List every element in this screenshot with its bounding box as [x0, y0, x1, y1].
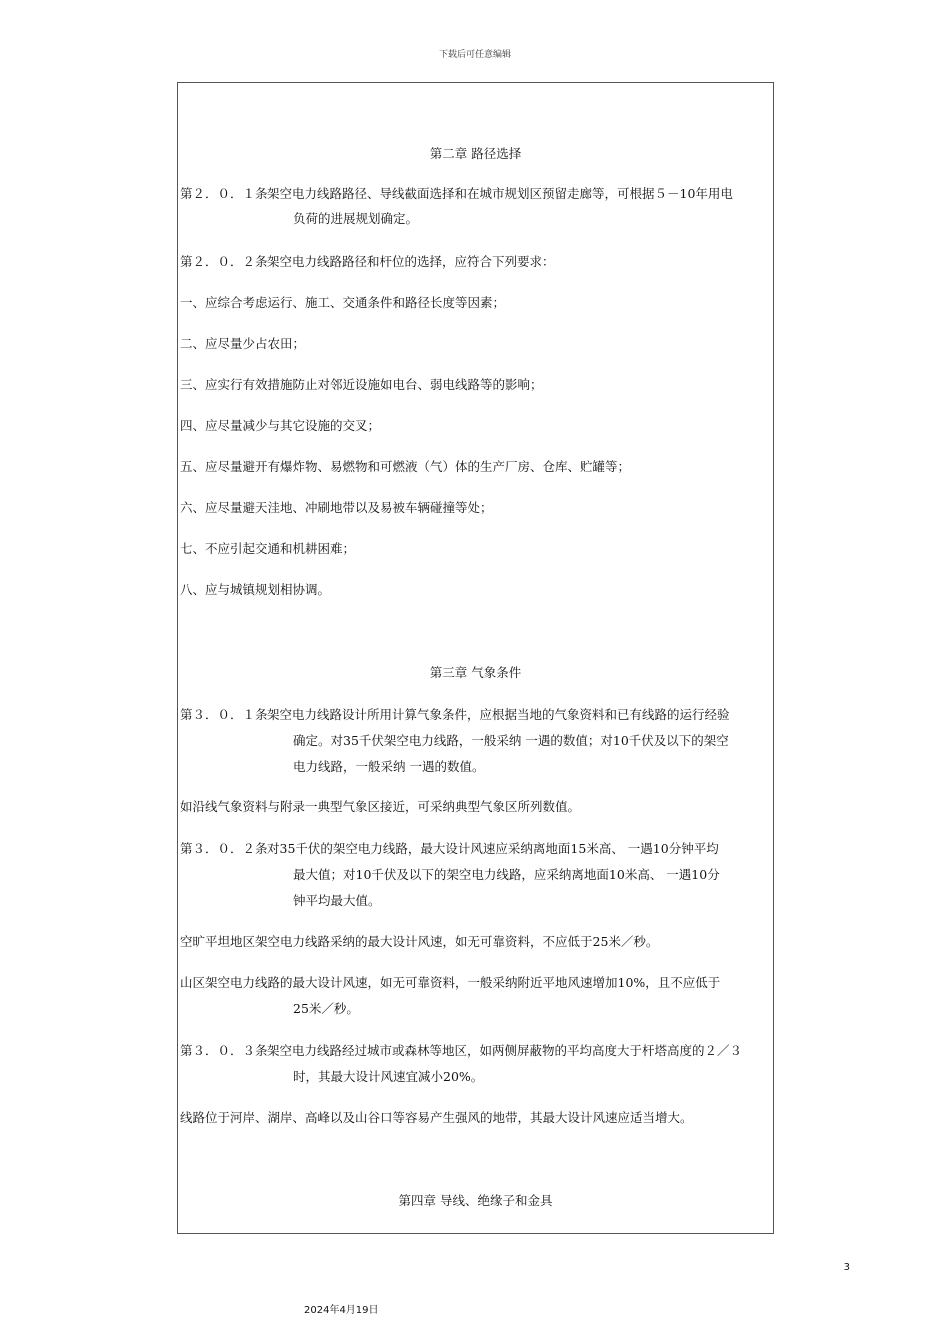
clause-2-0-1-line1: 架空电力线路路径、导线截面选择和在城市规划区预留走廊等，可根据５－10年用电: [267, 186, 733, 201]
clause-2-0-2-line1: 架空电力线路路径和杆位的选择，应符合下列要求：: [267, 254, 555, 269]
list-item: 五、应尽量避开有爆炸物、易燃物和可燃液（气）体的生产厂房、仓库、贮罐等；: [180, 459, 631, 474]
clause-3-0-1-label: 第３．０．１条: [180, 707, 268, 722]
page-number: 3: [843, 1262, 850, 1273]
chapter3-title: 第三章 气象条件: [429, 665, 522, 680]
clause-2-0-1-line2: 负荷的进展规划确定。: [293, 211, 419, 226]
header-note: 下载后可任意编辑: [438, 50, 511, 60]
paragraph-typical-zone: 如沿线气象资料与附录一典型气象区接近，可采纳典型气象区所列数值。: [180, 799, 581, 814]
list-item: 四、应尽量减少与其它设施的交叉；: [180, 418, 381, 433]
clause-3-0-3-line2: 时，其最大设计风速宜减小20%。: [293, 1069, 484, 1084]
clause-3-0-1-line1: 架空电力线路设计所用计算气象条件，应根据当地的气象资料和已有线路的运行经验: [267, 707, 730, 722]
paragraph-mountain-line2: 25米／秒。: [293, 1001, 359, 1016]
list-item: 三、应实行有效措施防止对邻近设施如电台、弱电线路等的影响；: [180, 377, 543, 392]
list-item: 一、应综合考虑运行、施工、交通条件和路径长度等因素；: [180, 295, 506, 310]
chapter4-title: 第四章 导线、绝缘子和金具: [398, 1193, 553, 1208]
footer-date: 2024年4月19日: [304, 1305, 379, 1316]
clause-3-0-1-line2: 确定。对35千伏架空电力线路，一般采纳 一遇的数值；对10千伏及以下的架空: [293, 733, 729, 748]
clause-3-0-2-line1: 对35千伏的架空电力线路，最大设计风速应采纳离地面15米高、 一遇10分钟平均: [267, 841, 719, 856]
paragraph-mountain-line1: 山区架空电力线路的最大设计风速，如无可靠资料，一般采纳附近平地风速增加10%，且不应低于: [180, 975, 721, 990]
paragraph-strong-wind: 线路位于河岸、湖岸、高峰以及山谷口等容易产生强风的地带，其最大设计风速应适当增大。: [180, 1110, 693, 1125]
clause-2-0-1-label: 第２．０．１条: [180, 186, 268, 201]
list-item: 七、不应引起交通和机耕困难；: [180, 541, 356, 556]
clause-2-0-2-label: 第２．０．２条: [180, 254, 268, 269]
clause-3-0-2-line3: 钟平均最大值。: [293, 893, 381, 908]
paragraph-open-area: 空旷平坦地区架空电力线路采纳的最大设计风速，如无可靠资料，不应低于25米／秒。: [180, 934, 659, 949]
list-item: 八、应与城镇规划相协调。: [180, 582, 331, 597]
clause-3-0-1-line3: 电力线路，一般采纳 一遇的数值。: [293, 759, 485, 774]
clause-3-0-3-label: 第３．０．３条: [180, 1043, 268, 1058]
clause-3-0-3-line1: 架空电力线路经过城市或森林等地区，如两侧屏蔽物的平均高度大于杆塔高度的２／３: [267, 1043, 743, 1058]
chapter2-title: 第二章 路径选择: [429, 146, 522, 161]
clause-3-0-2-line2: 最大值；对10千伏及以下的架空电力线路，应采纳离地面10米高、 一遇10分: [293, 867, 720, 882]
list-item: 六、应尽量避天洼地、冲刷地带以及易被车辆碰撞等处；: [180, 500, 493, 515]
list-item: 二、应尽量少占农田；: [180, 336, 306, 351]
clause-3-0-2-label: 第３．０．２条: [180, 841, 268, 856]
